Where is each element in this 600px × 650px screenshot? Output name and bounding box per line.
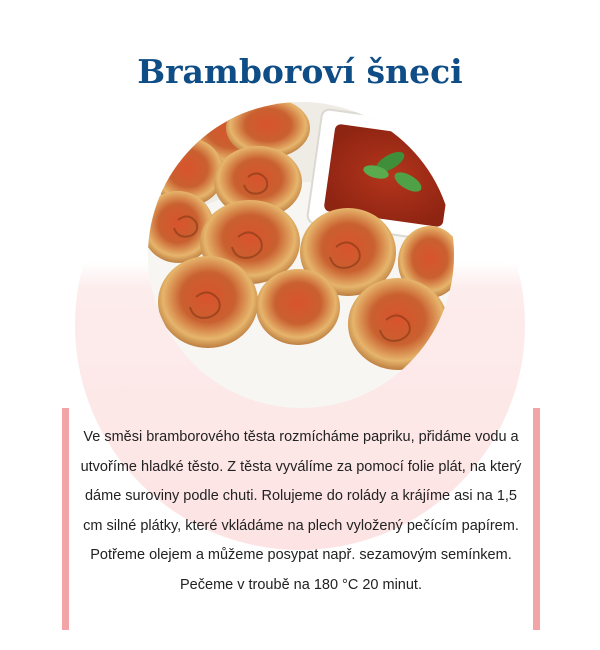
instructions-panel <box>62 408 540 630</box>
instructions-text: Ve směsi bramborového těsta rozmícháme papriku, přidáme vodu a utvoříme hladké těsto. Z těsta vyválíme za pomocí folie plát, na který dáme suroviny podle chuti. Rolujeme do rolády a krájíme asi na 1,5 cm silné plátky, které vkládáme na plech vyložený pečícím papírem. Potřeme olejem a můžeme posypat např. sezamovým semínkem. Pečeme v troubě na 180 °C 20 minut. <box>80 429 522 593</box>
food-photo-icon <box>148 102 454 408</box>
recipe-title: Bramboroví šneci <box>137 52 463 92</box>
